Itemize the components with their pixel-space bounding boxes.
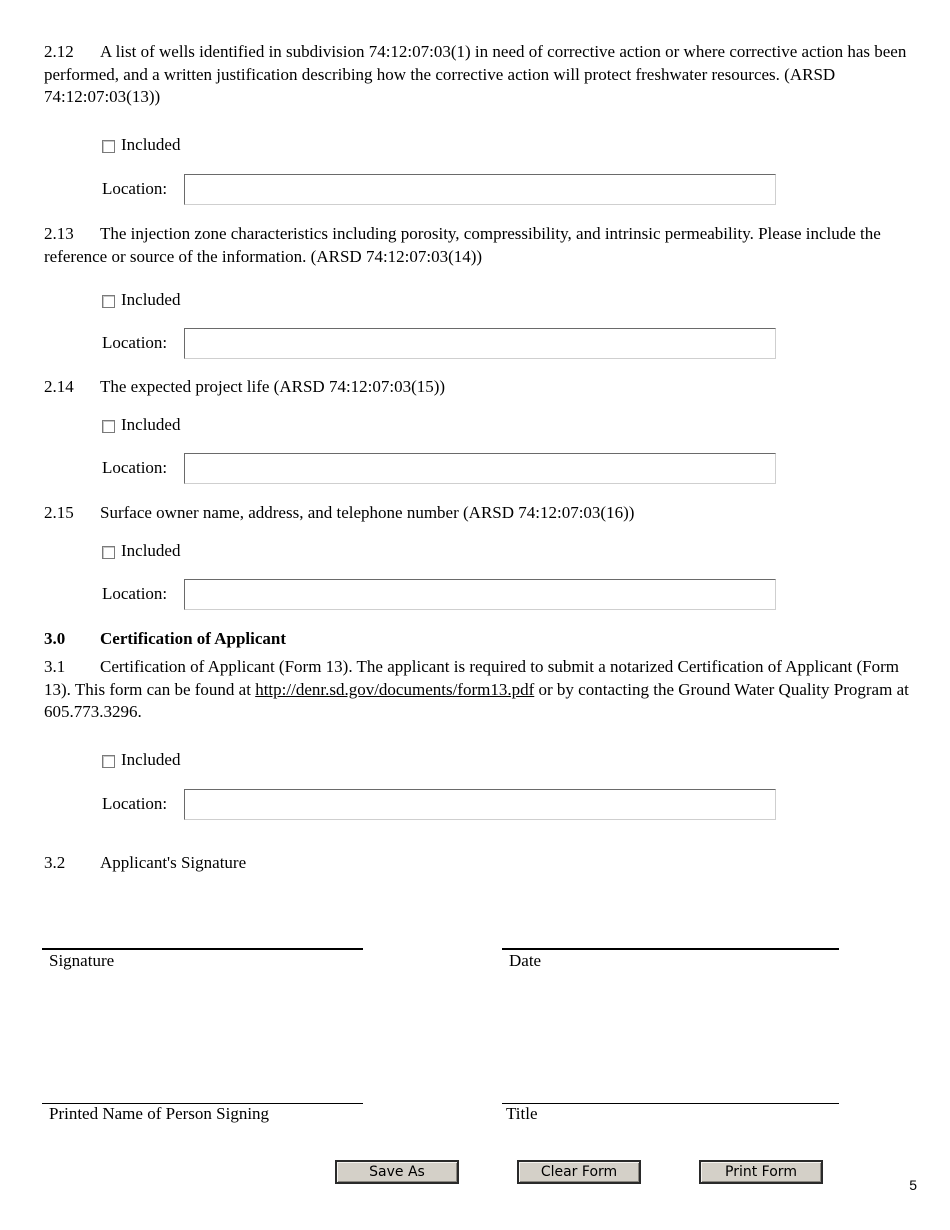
location-input[interactable] — [184, 328, 776, 359]
location-input[interactable] — [184, 453, 776, 484]
location-row — [102, 787, 776, 821]
section-number: 3.2 — [44, 853, 66, 872]
section-text-continued: or by contacting the Ground Water Quality Program at 605.773.3296. — [44, 679, 909, 721]
included-label: Included — [121, 289, 181, 309]
signature-label: Signature — [49, 951, 115, 970]
section-2-15 — [44, 502, 929, 525]
section-text: A list of wells identified in subdivision 74:12:07:03(1) in need of corrective action or where corrective action has been performed, and a written justification describing how the corrective action will protect freshwater resources. (ARSD 74:12:07:03(13)) — [44, 42, 907, 106]
section-2-13 — [44, 223, 929, 268]
included-label: Included — [121, 540, 181, 560]
section-2-12 — [44, 41, 929, 109]
form13-link[interactable]: http://denr.sd.gov/documents/form13.pdf — [255, 679, 535, 699]
save-as-button[interactable]: Save As — [335, 1160, 459, 1184]
location-row — [102, 326, 776, 360]
section-title: Certification of Applicant — [100, 629, 287, 648]
included-checkbox-row[interactable] — [102, 540, 180, 562]
location-label: Location: — [102, 457, 168, 477]
location-input[interactable] — [184, 174, 776, 205]
section-number: 2.15 — [44, 503, 74, 522]
section-text: Surface owner name, address, and telephone number (ARSD 74:12:07:03(16)) — [100, 503, 635, 522]
included-checkbox[interactable] — [102, 420, 115, 433]
included-checkbox[interactable] — [102, 546, 115, 559]
included-checkbox-row[interactable] — [102, 749, 180, 771]
section-text: The injection zone characteristics including porosity, compressibility, and intrinsic permeability. Please include the reference or source of the information. (ARSD 74:12:07:03(14)) — [44, 224, 881, 266]
location-label: Location: — [102, 793, 168, 813]
included-label: Included — [121, 414, 181, 434]
location-input[interactable] — [184, 789, 776, 820]
date-line[interactable] — [502, 948, 839, 950]
location-row — [102, 577, 776, 611]
section-number: 3.0 — [44, 629, 66, 648]
included-label: Included — [121, 134, 181, 154]
location-label: Location: — [102, 583, 168, 603]
included-checkbox[interactable] — [102, 140, 115, 153]
print-form-button[interactable]: Print Form — [699, 1160, 823, 1184]
included-checkbox[interactable] — [102, 295, 115, 308]
location-row — [102, 451, 776, 485]
included-checkbox-row[interactable] — [102, 289, 180, 311]
section-3-0-heading — [44, 628, 929, 651]
section-3-1 — [44, 656, 929, 724]
page-number: 5 — [909, 1177, 917, 1193]
printed-name-label: Printed Name of Person Signing — [49, 1104, 270, 1123]
location-label: Location: — [102, 332, 168, 352]
clear-form-button[interactable]: Clear Form — [517, 1160, 641, 1184]
date-label: Date — [509, 951, 542, 970]
location-label: Location: — [102, 178, 168, 198]
section-number: 2.12 — [44, 42, 74, 61]
section-2-14 — [44, 376, 929, 399]
title-label: Title — [506, 1104, 538, 1123]
section-text: Certification of Applicant (Form 13). The applicant is required to submit a notarized Certification of Applicant (Form 13). This form can be found at — [44, 657, 899, 699]
section-3-2 — [44, 852, 929, 875]
section-number: 3.1 — [44, 657, 66, 676]
location-input[interactable] — [184, 579, 776, 610]
included-checkbox-row[interactable] — [102, 134, 180, 156]
included-label: Included — [121, 749, 181, 769]
title-line[interactable] — [502, 1103, 839, 1104]
section-number: 2.14 — [44, 377, 74, 396]
included-checkbox[interactable] — [102, 755, 115, 768]
section-number: 2.13 — [44, 224, 74, 243]
location-row — [102, 172, 776, 206]
included-checkbox-row[interactable] — [102, 414, 180, 436]
section-text: The expected project life (ARSD 74:12:07:03(15)) — [100, 377, 446, 396]
section-text: Applicant's Signature — [100, 853, 247, 872]
